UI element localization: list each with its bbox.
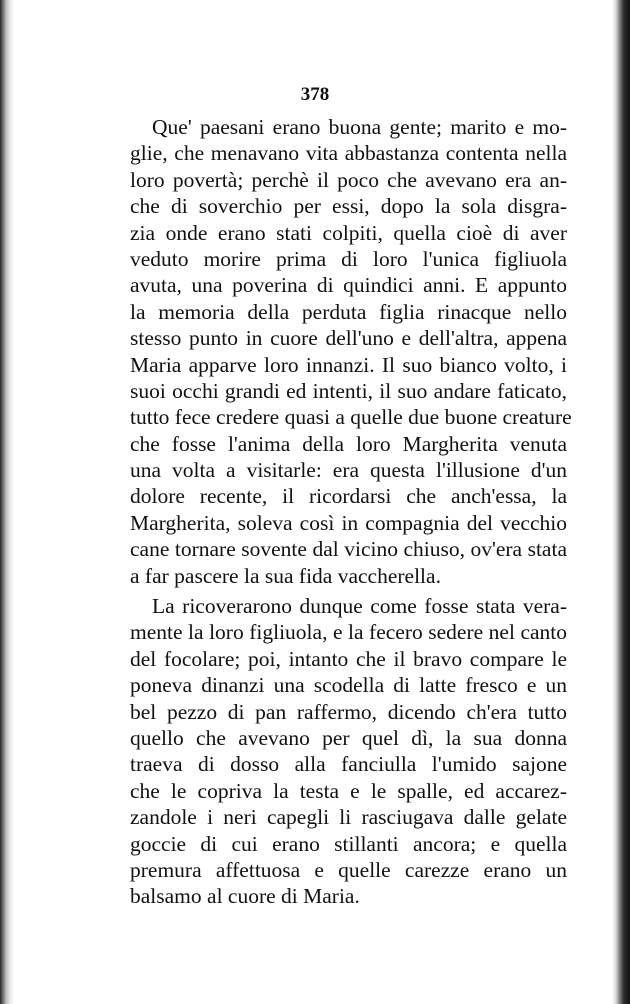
- text-line: poneva dinanzi una scodella di latte fresco e un: [130, 673, 567, 698]
- text-line: suoi occhi grandi ed intenti, il suo andare faticato,: [130, 378, 567, 403]
- text-line: traeva di dosso alla fanciulla l'umido sajone: [130, 752, 567, 777]
- page-number: 378: [300, 84, 330, 105]
- text-line: cane tornare sovente dal vicino chiuso, ov'era stata: [130, 537, 567, 562]
- text-line: Que' paesani erano buona gente; marito e mo-: [152, 115, 567, 139]
- text-line: una volta a visitarle: era questa l'illusione d'un: [130, 458, 567, 483]
- text-line: zia onde erano stati colpiti, quella cioè di aver: [130, 220, 567, 245]
- text-line: dolore recente, il ricordarsi che anch'essa, la: [130, 484, 567, 509]
- text-line: Maria apparve loro innanzi. Il suo bianco volto, i: [130, 352, 567, 377]
- text-line: del focolare; poi, intanto che il bravo compare le: [130, 646, 567, 671]
- text-line: glie, che menavano vita abbastanza contenta nella: [130, 141, 567, 166]
- scan-left-edge: [0, 0, 14, 1004]
- text-line: goccie di cui erano stillanti ancora; e quella: [130, 831, 567, 856]
- text-line: loro povertà; perchè il poco che avevano era an-: [130, 167, 567, 192]
- text-line: veduto morire prima di loro l'unica figliuola: [130, 246, 567, 271]
- text-line: Margherita, soleva così in compagnia del vecchio: [130, 510, 567, 535]
- scan-right-edge: [612, 0, 630, 1004]
- paragraph: [130, 593, 567, 910]
- body-text: [130, 114, 572, 910]
- text-line: avuta, una poverina di quindici anni. E appunto: [130, 273, 567, 298]
- text-line: che le copriva la testa e le spalle, ed accarez-: [130, 778, 567, 803]
- text-line: che fosse l'anima della loro Margherita venuta: [130, 431, 567, 456]
- text-line: zandole i neri capegli li rasciugava dalle gelate: [130, 805, 567, 830]
- text-line: balsamo al cuore di Maria.: [130, 884, 360, 909]
- paragraph: [130, 114, 572, 589]
- text-line: a far pascere la sua fida vaccherella.: [130, 563, 441, 588]
- text-line: tutto fece credere quasi a quelle due buone creature: [130, 405, 572, 430]
- text-line: quello che avevano per quel dì, la sua donna: [130, 725, 567, 750]
- text-line: che di soverchio per essi, dopo la sola disgra-: [130, 194, 567, 219]
- text-line: mente la loro figliuola, e la fecero sedere nel canto: [130, 620, 567, 645]
- text-line: La ricoverarono dunque come fosse stata vera-: [152, 594, 567, 619]
- text-line: premura affettuosa e quelle carezze erano un: [130, 857, 567, 882]
- text-line: stesso punto in cuore dell'uno e dell'altra, appena: [130, 326, 567, 351]
- text-line: bel pezzo di pan raffermo, dicendo ch'era tutto: [130, 699, 567, 724]
- text-line: la memoria della perduta figlia rinacque nello: [130, 299, 567, 324]
